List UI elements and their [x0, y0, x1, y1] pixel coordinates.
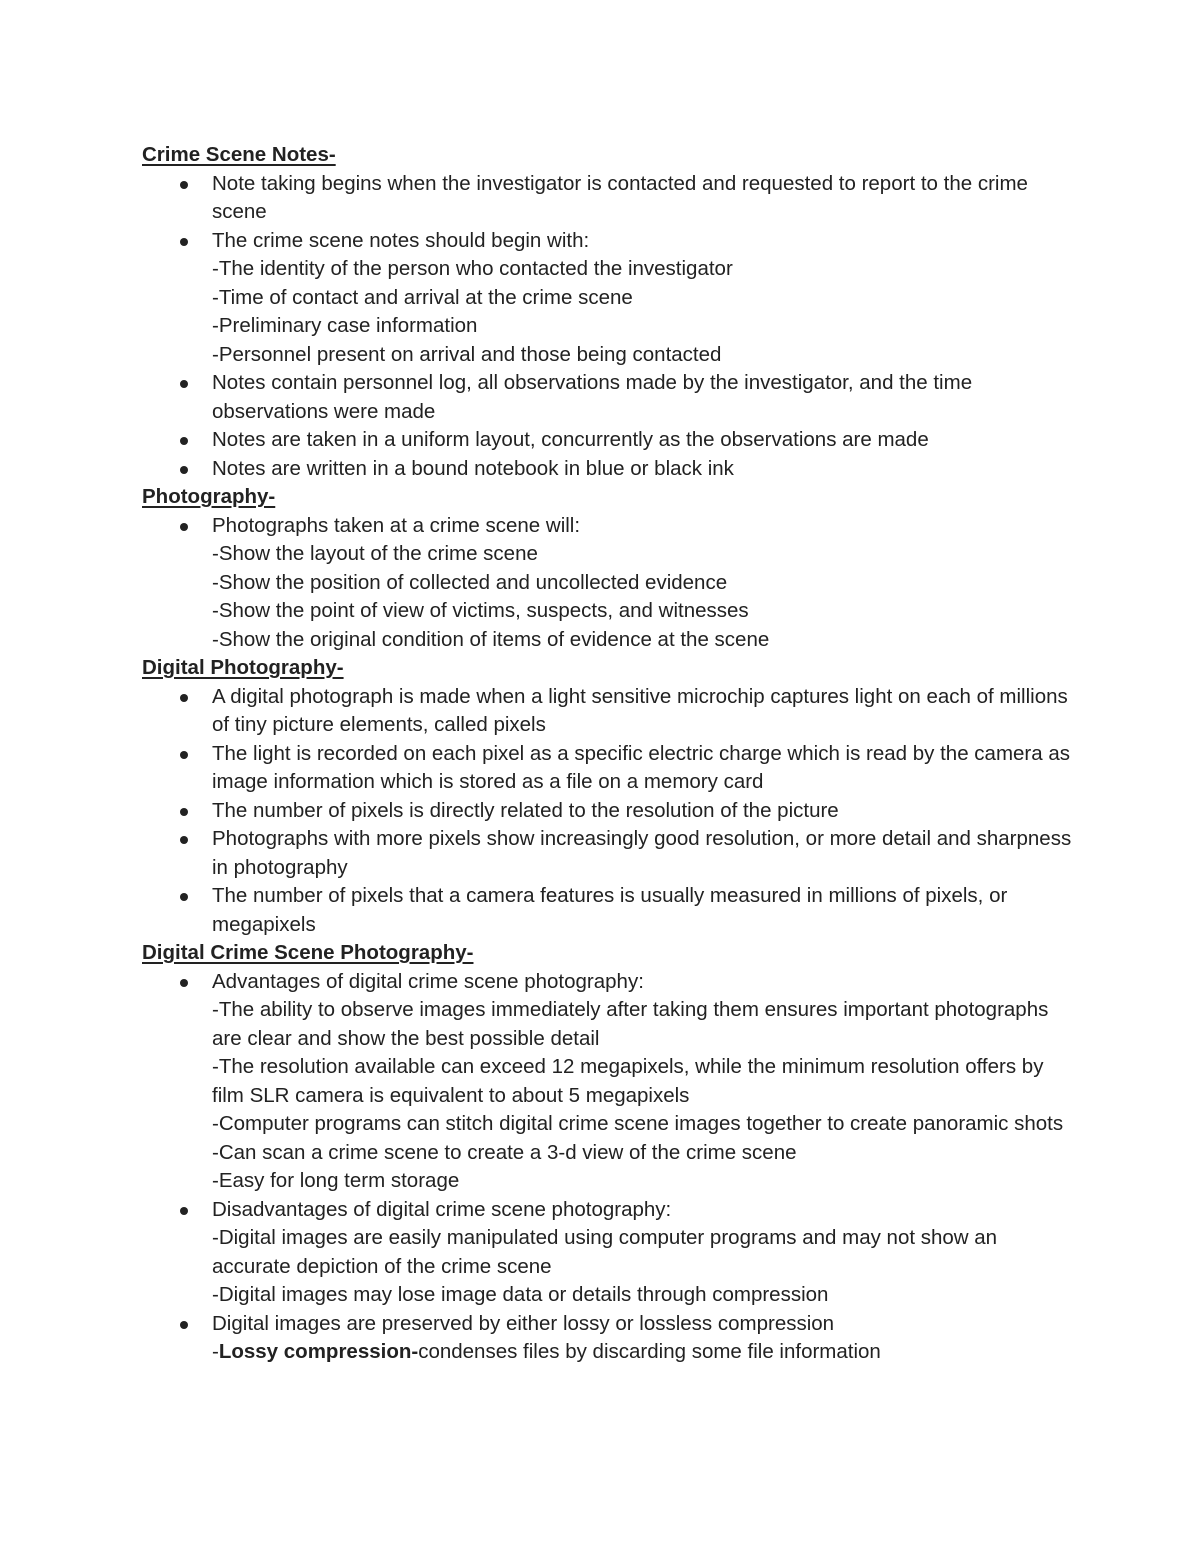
- list-item: [142, 455, 1072, 484]
- section-photography: [142, 483, 1072, 654]
- list-item: [142, 512, 1072, 655]
- sub-item-text: -Digital images are easily manipulated using computer programs and may not show an accurate depiction of the crime scene: [212, 1226, 998, 1278]
- bullet-icon: [180, 523, 188, 531]
- list-item-text: Photographs taken at a crime scene will:: [212, 513, 581, 537]
- list-item: [142, 426, 1072, 455]
- list-item-text: Digital images are preserved by either lossy or lossless compression: [212, 1311, 835, 1335]
- bullet-icon: [180, 238, 188, 246]
- list-item: [142, 170, 1072, 227]
- bullet-list: [142, 968, 1072, 1367]
- list-item: [142, 740, 1072, 797]
- list-item: [142, 797, 1072, 826]
- bullet-icon: [180, 979, 188, 987]
- section-heading: Digital Photography-: [142, 656, 344, 679]
- list-item-text: Notes are written in a bound notebook in blue or black ink: [212, 456, 734, 480]
- sub-item-text: -Computer programs can stitch digital crime scene images together to create panoramic shots: [212, 1112, 1064, 1135]
- sub-item-text: -Preliminary case information: [212, 314, 478, 337]
- list-item-text: The number of pixels that a camera features is usually measured in millions of pixels, or megapixels: [212, 884, 1008, 936]
- list-item-text: Notes contain personnel log, all observations made by the investigator, and the time observations were made: [212, 371, 973, 423]
- sub-item-text: -The resolution available can exceed 12 megapixels, while the minimum resolution offers by film SLR camera is equivalent to about 5 megapixels: [212, 1055, 1044, 1107]
- sub-item-text: -The ability to observe images immediately after taking them ensures important photographs are clear and show the best possible detail: [212, 998, 1049, 1050]
- list-item: [142, 968, 1072, 1196]
- list-item: [142, 825, 1072, 882]
- bullet-list: [142, 683, 1072, 940]
- term-definition: condenses files by discarding some file information: [418, 1340, 881, 1363]
- sub-item-text: -Digital images may lose image data or details through compression: [212, 1283, 829, 1306]
- list-item-text: Note taking begins when the investigator is contacted and requested to report to the crime scene: [212, 171, 1028, 223]
- section-crime-scene-notes: [142, 141, 1072, 483]
- list-item-text: A digital photograph is made when a light sensitive microchip captures light on each of millions of tiny picture elements, called pixels: [212, 684, 1068, 736]
- list-item-text: The number of pixels is directly related to the resolution of the picture: [212, 798, 839, 822]
- sub-item-text: -Show the original condition of items of evidence at the scene: [212, 627, 770, 651]
- bullet-icon: [180, 1207, 188, 1215]
- section-heading: Photography-: [142, 485, 276, 508]
- bullet-icon: [180, 694, 188, 702]
- sub-item-text: -The identity of the person who contacted the investigator: [212, 257, 733, 280]
- sub-item-text: -Personnel present on arrival and those being contacted: [212, 342, 722, 366]
- list-item-text: Notes are taken in a uniform layout, concurrently as the observations are made: [212, 428, 929, 451]
- bullet-icon: [180, 380, 188, 388]
- section-heading: Digital Crime Scene Photography-: [142, 941, 474, 964]
- bullet-icon: [180, 836, 188, 844]
- bullet-list: [142, 170, 1072, 484]
- list-item: [142, 683, 1072, 740]
- sub-item-text: -Can scan a crime scene to create a 3-d view of the crime scene: [212, 1140, 797, 1164]
- list-item: [142, 882, 1072, 939]
- sub-item-text: -Time of contact and arrival at the crime scene: [212, 285, 633, 309]
- bullet-list: [142, 512, 1072, 655]
- sub-item-text: -Easy for long term storage: [212, 1169, 460, 1192]
- term-prefix: -: [212, 1340, 219, 1363]
- sub-item-text: -Show the position of collected and uncollected evidence: [212, 570, 728, 594]
- bullet-icon: [180, 181, 188, 189]
- list-item-text: Photographs with more pixels show increasingly good resolution, or more detail and sharpness in photography: [212, 827, 1072, 879]
- bullet-icon: [180, 1321, 188, 1329]
- sub-item-text: -Show the layout of the crime scene: [212, 542, 538, 565]
- term-label: Lossy compression-: [218, 1340, 419, 1363]
- list-item-text: The crime scene notes should begin with:: [212, 228, 590, 252]
- list-item-text: Disadvantages of digital crime scene photography:: [212, 1197, 672, 1221]
- sub-item-term-definition: [212, 1338, 1072, 1367]
- list-item: [142, 369, 1072, 426]
- document-body: [142, 141, 1072, 1367]
- list-item: [142, 227, 1072, 370]
- bullet-icon: [180, 437, 188, 445]
- sub-item-text: -Show the point of view of victims, suspects, and witnesses: [212, 599, 749, 622]
- bullet-icon: [180, 808, 188, 816]
- list-item-text: The light is recorded on each pixel as a specific electric charge which is read by the camera as image information which is stored as a file on a memory card: [212, 741, 1071, 793]
- list-item: [142, 1310, 1072, 1367]
- bullet-icon: [180, 751, 188, 759]
- bullet-icon: [180, 466, 188, 474]
- section-digital-photography: [142, 654, 1072, 939]
- list-item: [142, 1196, 1072, 1310]
- bullet-icon: [180, 893, 188, 901]
- section-digital-crime-scene-photography: [142, 939, 1072, 1367]
- section-heading: Crime Scene Notes-: [142, 143, 336, 166]
- list-item-text: Advantages of digital crime scene photography:: [212, 969, 644, 993]
